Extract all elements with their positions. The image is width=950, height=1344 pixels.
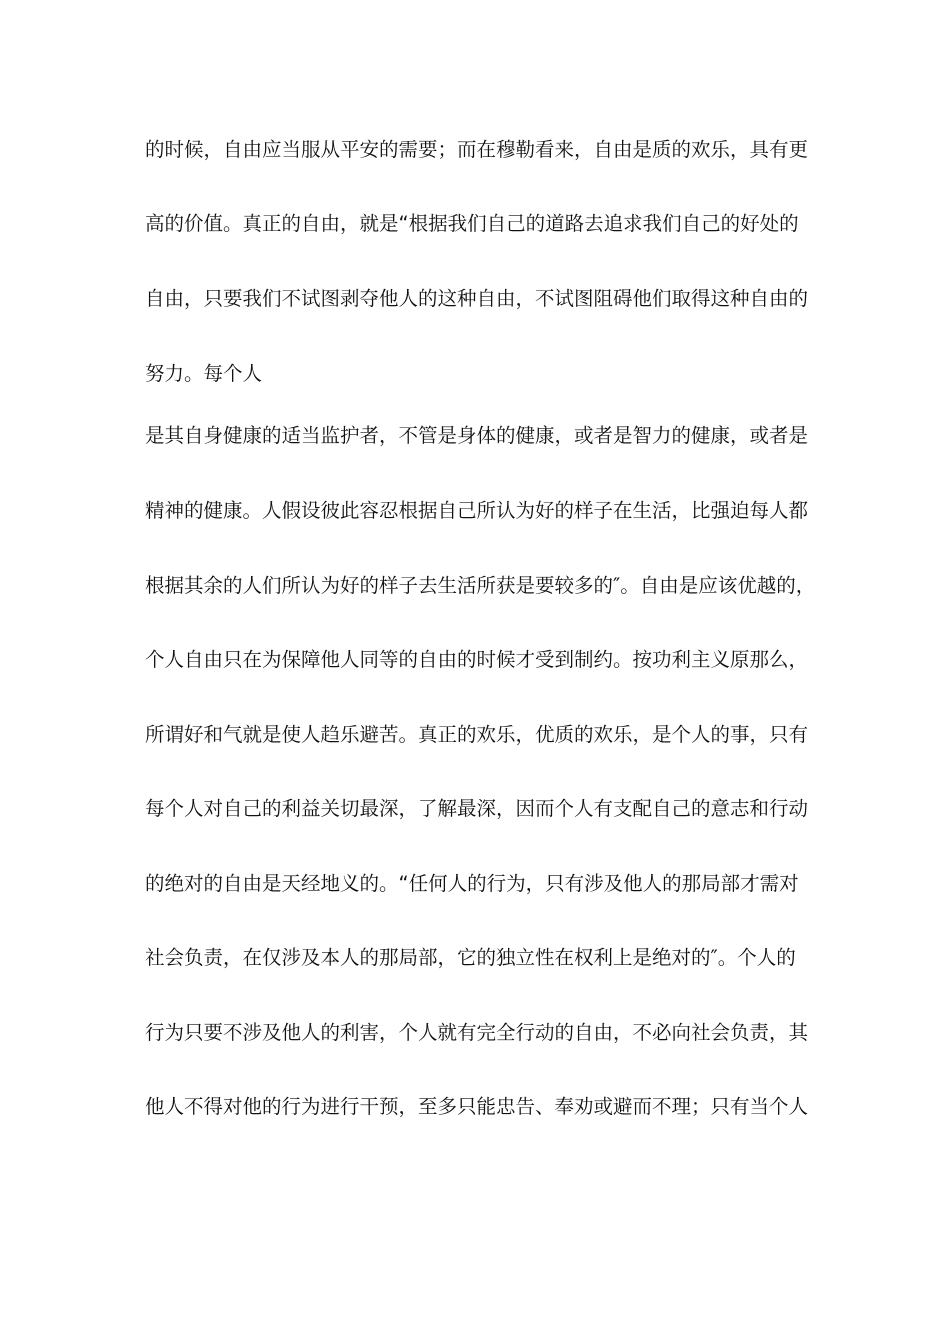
text-line: 是其自身健康的适当监护者，不管是身体的健康，或者是智力的健康，或者是	[145, 424, 809, 447]
text-line: 每个人对自己的利益关切最深，了解最深，因而个人有支配自己的意志和行动	[145, 797, 809, 820]
text-line: 自由，只要我们不试图剥夺他人的这种自由，不试图阻碍他们取得这种自由的	[145, 287, 809, 310]
text-line: 社会负责，在仅涉及本人的那局部，它的独立性在权利上是绝对的″。个人的	[145, 946, 796, 969]
text-line: 他人不得对他的行为进行干预，至多只能忠告、奉劝或避而不理；只有当个人	[145, 1095, 809, 1118]
text-line: 精神的健康。人假设彼此容忍根据自己所认为好的样子在生活，比强迫每人都	[145, 499, 809, 522]
text-line: 的时候，自由应当服从平安的需要；而在穆勒看来，自由是质的欢乐，具有更	[145, 138, 809, 161]
text-line: 个人自由只在为保障他人同等的自由的时候才受到制约。按功利主义原那么，	[145, 648, 809, 671]
text-line: 行为只要不涉及他人的利害，个人就有完全行动的自由，不必向社会负责，其	[145, 1021, 809, 1044]
text-line: 高的价值。真正的自由，就是“根据我们自己的道路去追求我们自己的好处的	[145, 212, 799, 235]
text-line: 所谓好和气就是使人趋乐避苦。真正的欢乐，优质的欢乐，是个人的事，只有	[145, 723, 809, 746]
text-line: 努力。每个人	[145, 362, 263, 385]
text-line: 根据其余的人们所认为好的样子去生活所获是要较多的″。自由是应该优越的，	[145, 574, 816, 597]
text-line: 的绝对的自由是天经地义的。“任何人的行为，只有涉及他人的那局部才需对	[145, 872, 799, 895]
